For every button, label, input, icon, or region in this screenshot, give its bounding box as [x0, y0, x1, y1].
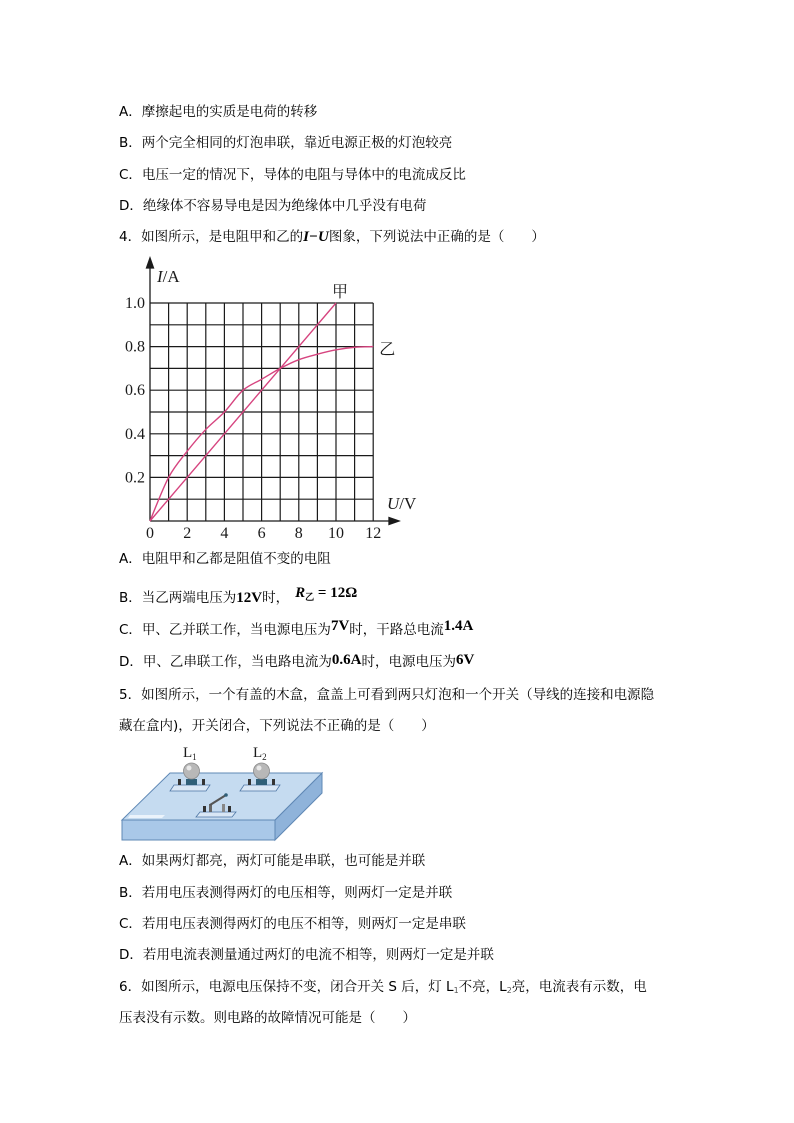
- q3-option-a: [119, 103, 317, 121]
- svg-text:1.0: 1.0: [125, 295, 145, 312]
- q5-option-c: [119, 915, 466, 933]
- question-text: 如图所示，是电阻甲和乙的: [141, 229, 304, 245]
- subscript: 2: [506, 986, 512, 995]
- option-text: 时，电源电压为: [361, 654, 456, 670]
- q3-option-c: [119, 166, 466, 184]
- question-text: 亮，电流表有示数，电: [511, 979, 647, 995]
- question-text: 图象，下列说法中正确的是（ ）: [328, 229, 545, 245]
- option-text: 摩擦起电的实质是电荷的转移: [141, 104, 318, 120]
- option-label: D．: [119, 947, 143, 963]
- option-text: 时，干路总电流: [349, 622, 444, 638]
- svg-text:0.6: 0.6: [125, 382, 145, 400]
- q3-option-d: [119, 197, 426, 215]
- math-value: 0.6A: [331, 652, 362, 668]
- q5-stem-line2: [119, 717, 435, 735]
- option-text: 若用电压表测得两灯的电压相等，则两灯一定是并联: [141, 885, 453, 901]
- svg-text:12: 12: [365, 525, 382, 542]
- q5-option-b: [119, 884, 452, 902]
- iu-chart: [110, 255, 430, 545]
- question-text: 如图所示，一个有盖的木盒，盒盖上可看到两只灯泡和一个开关（导线的连接和电源隐: [141, 687, 655, 703]
- question-number: 4．: [119, 229, 142, 245]
- q4-stem: [119, 228, 545, 246]
- option-label: A．: [119, 104, 142, 120]
- svg-text:6: 6: [257, 525, 266, 542]
- q6-stem-line2: [119, 1009, 416, 1027]
- svg-text:乙: 乙: [379, 341, 396, 359]
- math-value: 6V: [456, 652, 475, 668]
- svg-text:0.8: 0.8: [125, 338, 145, 356]
- option-label: B．: [119, 135, 142, 151]
- option-text: 当乙两端电压为: [141, 590, 237, 606]
- svg-text:10: 10: [328, 525, 344, 542]
- q4-option-c: [119, 618, 474, 639]
- question-text: 压表没有示数。则电路的故障情况可能是（ ）: [119, 1010, 416, 1026]
- chart-axes: [147, 258, 400, 525]
- option-label: C．: [119, 916, 142, 932]
- option-label: B．: [119, 885, 142, 901]
- q4-option-b: [119, 585, 358, 612]
- option-text: 电阻甲和乙都是阻值不变的电阻: [141, 551, 331, 567]
- x-axis-label: U/V: [387, 494, 417, 513]
- box-front: [122, 820, 275, 840]
- svg-text:0.4: 0.4: [125, 425, 145, 443]
- math-value: = 12Ω: [314, 585, 358, 601]
- math-value: 1.4A: [443, 618, 474, 634]
- q6-stem-line1: [119, 978, 647, 1000]
- svg-text:2: 2: [183, 525, 192, 542]
- option-label: A．: [119, 551, 142, 567]
- y-axis-label: I/A: [157, 267, 180, 286]
- svg-text:L1: $L_1$: [183, 745, 197, 762]
- wooden-box-figure: [110, 735, 330, 845]
- q5-option-d: [119, 946, 494, 964]
- math-var: R: [295, 585, 306, 601]
- option-label: C．: [119, 622, 142, 638]
- question-number: 6．: [119, 979, 142, 995]
- svg-text:甲: 甲: [332, 284, 349, 301]
- q4-option-d: [119, 653, 474, 671]
- q5-stem-line1: [119, 686, 654, 704]
- question-number: 5．: [119, 687, 142, 703]
- question-text: 不亮，L: [458, 979, 507, 995]
- option-label: B．: [119, 590, 142, 606]
- option-text: 时，: [262, 590, 290, 606]
- option-label: C．: [119, 167, 142, 183]
- chart-grid: [150, 303, 373, 521]
- option-text: 若用电压表测得两灯的电压不相等，则两灯一定是串联: [141, 916, 466, 932]
- svg-text:8: 8: [294, 525, 303, 542]
- svg-text:L2: $L_2$: [253, 745, 267, 762]
- option-label: D．: [119, 198, 143, 214]
- q3-option-b: [119, 134, 452, 152]
- question-text: 藏在盒内)，开关闭合，下列说法不正确的是（ ）: [119, 718, 435, 734]
- subscript: 1: [453, 986, 459, 995]
- option-label: A．: [119, 853, 142, 869]
- math-sub: 乙: [305, 593, 315, 603]
- q4-option-a: [119, 550, 331, 568]
- q5-option-a: [119, 852, 425, 870]
- option-text: 若用电流表测量通过两灯的电流不相等，则两灯一定是并联: [142, 947, 494, 963]
- option-text: 如果两灯都亮，两灯可能是串联，也可能是并联: [141, 853, 426, 869]
- svg-text:0: 0: [146, 525, 154, 542]
- option-text: 甲、乙并联工作，当电源电压为: [141, 622, 331, 638]
- option-label: D．: [119, 654, 143, 670]
- math-expression: I−U: [303, 229, 329, 245]
- option-text: 电压一定的情况下，导体的电阻与导体中的电流成反比: [141, 167, 466, 183]
- math-value: 7V: [330, 618, 350, 634]
- question-text: 如图所示，电源电压保持不变，闭合开关 S 后，灯 L: [141, 979, 454, 995]
- svg-text:4: 4: [220, 525, 229, 542]
- svg-text:0.2: 0.2: [125, 469, 145, 487]
- option-text: 两个完全相同的灯泡串联，靠近电源正极的灯泡较亮: [141, 135, 453, 151]
- option-text: 绝缘体不容易导电是因为绝缘体中几乎没有电荷: [142, 198, 427, 214]
- option-text: 甲、乙串联工作，当电路电流为: [142, 654, 332, 670]
- math-value: 12V: [236, 590, 263, 606]
